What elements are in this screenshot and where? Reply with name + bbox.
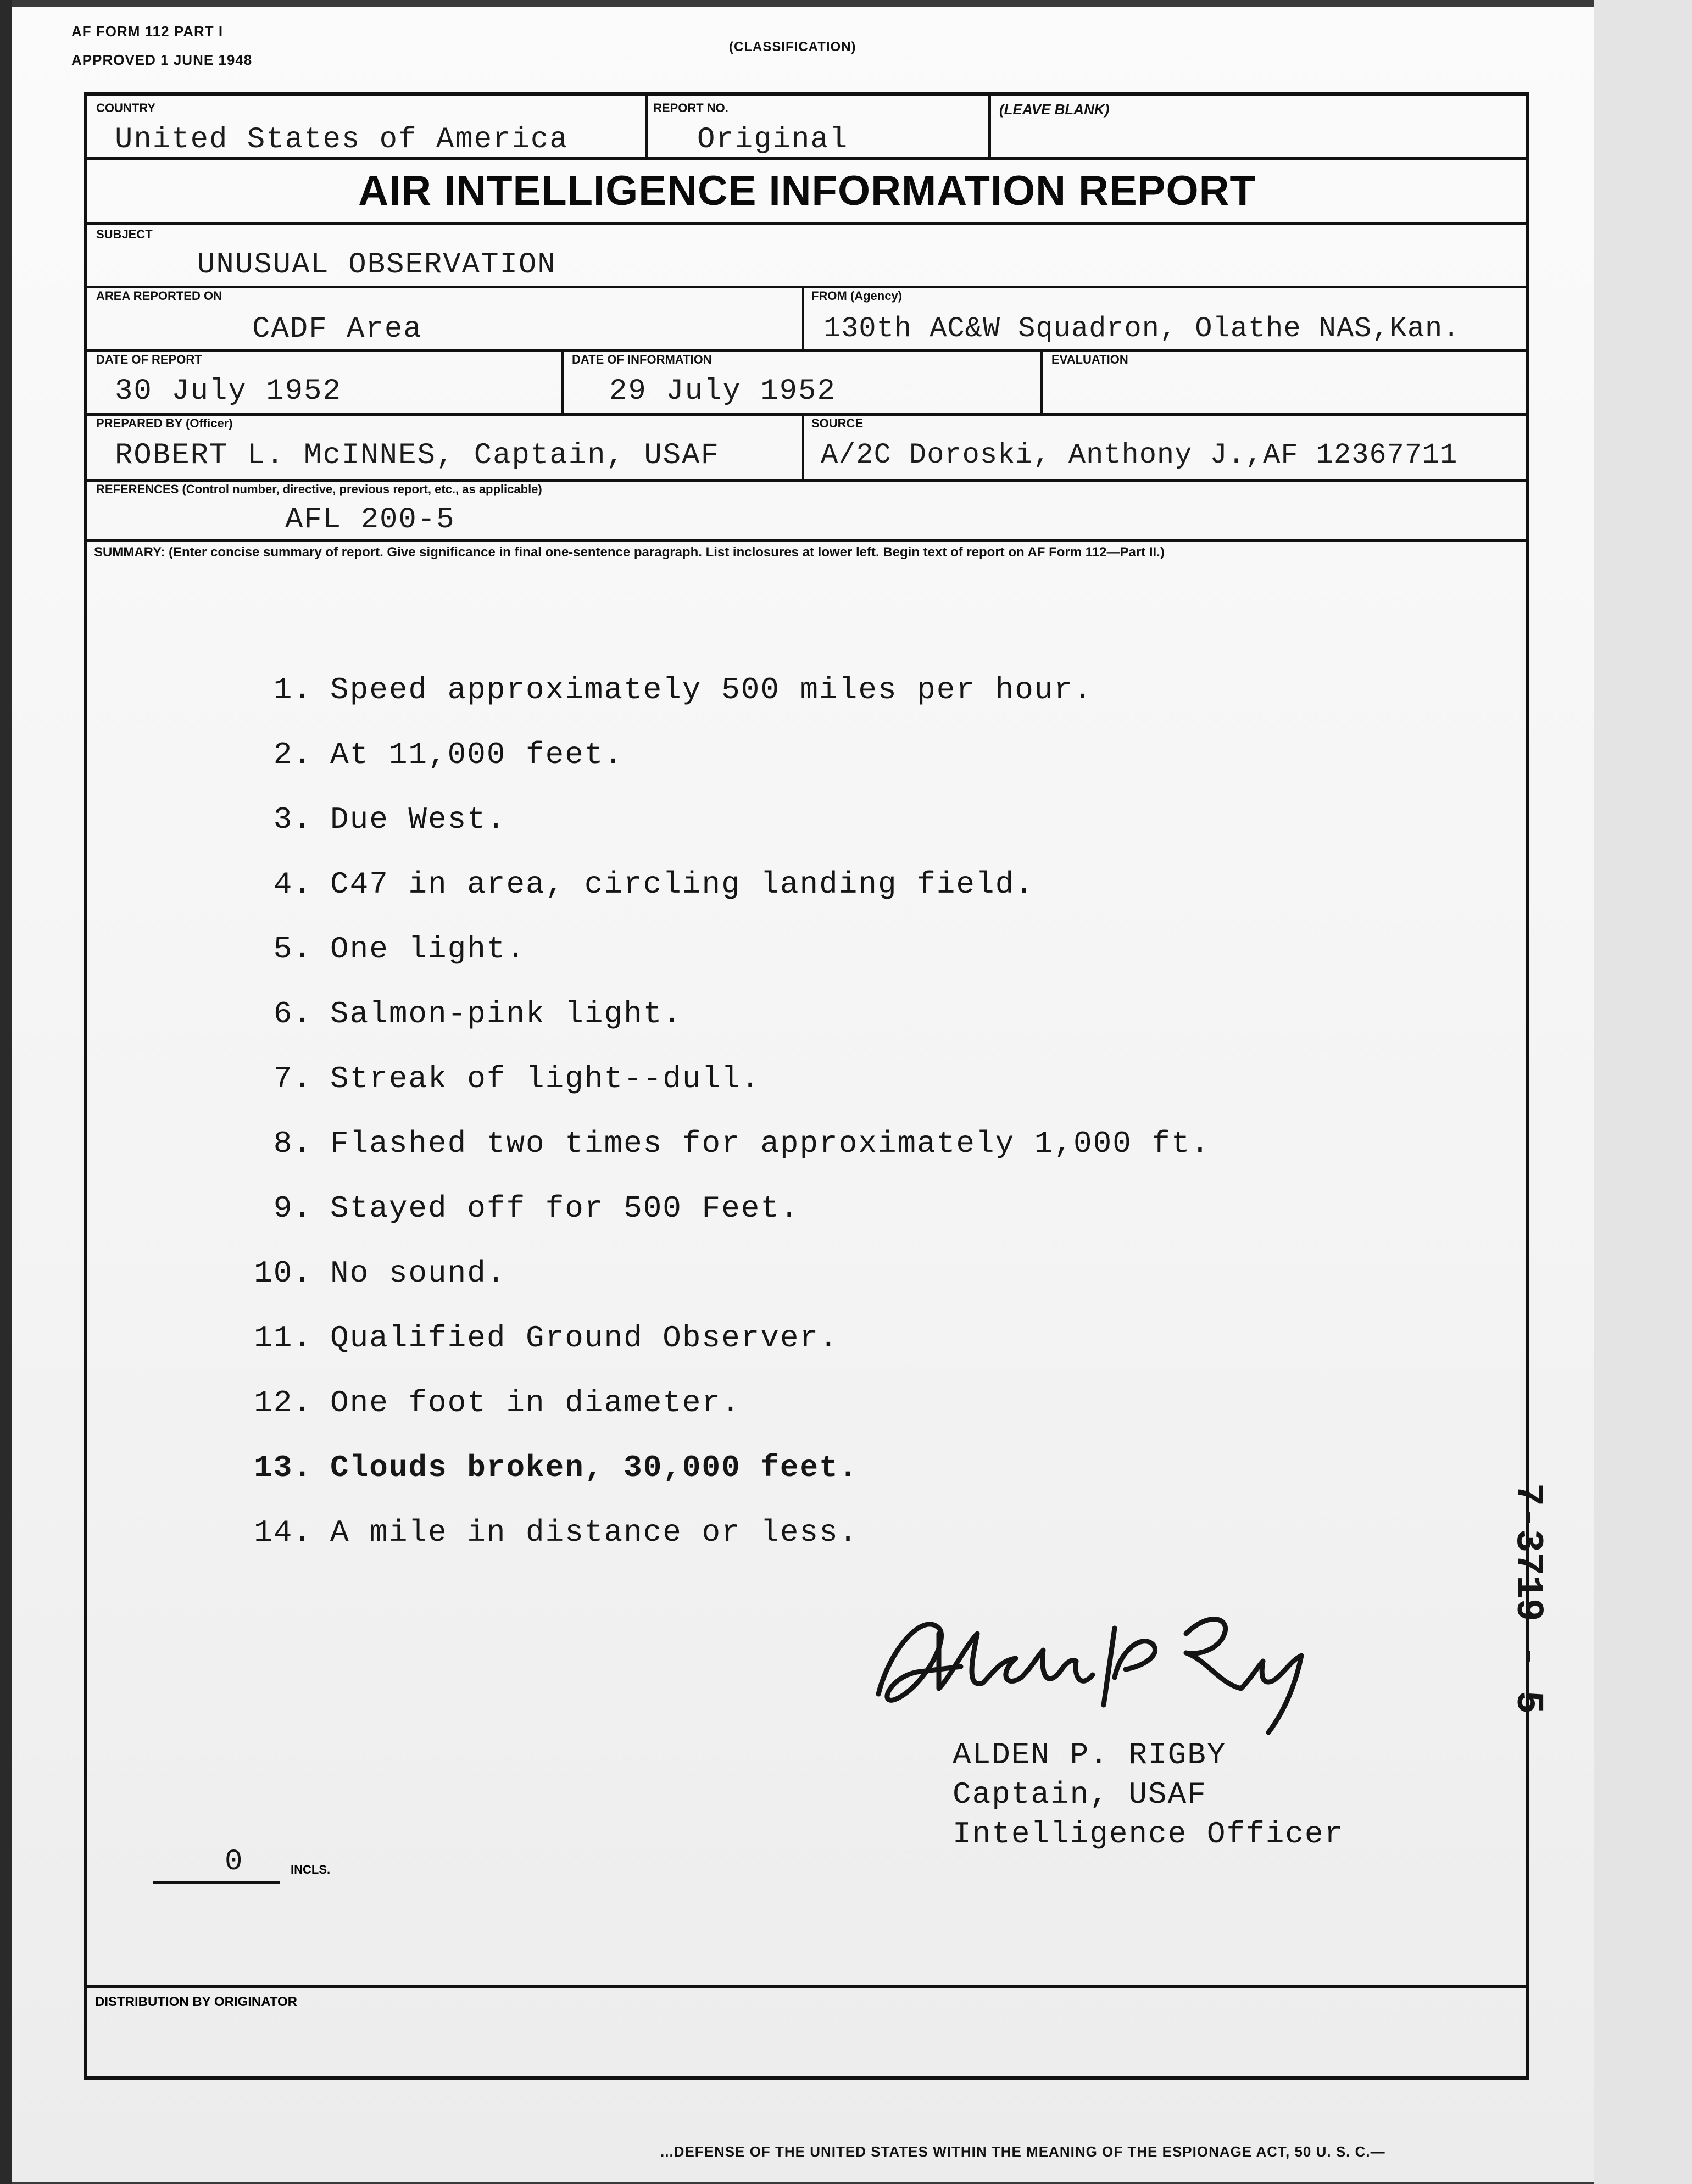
date-of-information-label: DATE OF INFORMATION <box>572 353 712 366</box>
signer-name: ALDEN P. RIGBY <box>953 1737 1227 1773</box>
divider <box>87 222 1527 225</box>
file-number-stamp: 7-3719 - 5 <box>1506 1483 1549 1714</box>
summary-item: 1. Speed approximately 500 miles per hour. <box>273 672 1093 707</box>
area-value: CADF Area <box>252 313 422 346</box>
divider <box>87 413 1527 416</box>
from-label: FROM (Agency) <box>811 289 902 303</box>
divider <box>87 286 1527 288</box>
area-label: AREA REPORTED ON <box>96 289 222 303</box>
prepared-by-label: PREPARED BY (Officer) <box>96 416 233 430</box>
divider <box>802 286 804 349</box>
summary-item: 12. One foot in diameter. <box>254 1385 741 1420</box>
scan-right-edge <box>1594 0 1692 2184</box>
inclosure-line <box>153 1881 280 1884</box>
summary-item: 6. Salmon-pink light. <box>273 996 682 1032</box>
summary-item: 14. A mile in distance or less. <box>254 1515 859 1550</box>
from-value: 130th AC&W Squadron, Olathe NAS,Kan. <box>823 313 1461 345</box>
signer-title: Intelligence Officer <box>953 1817 1344 1852</box>
divider <box>87 1985 1527 1988</box>
classification-label: (CLASSIFICATION) <box>729 40 856 54</box>
date-of-information-value: 29 July 1952 <box>609 375 836 408</box>
divider <box>1040 349 1043 413</box>
summary-item: 7. Streak of light--dull. <box>273 1061 761 1096</box>
country-label: COUNTRY <box>96 101 155 115</box>
espionage-act-footer: ...DEFENSE OF THE UNITED STATES WITHIN THE MEANING OF THE ESPIONAGE ACT, 50 U. S. C.— <box>660 2143 1385 2160</box>
inclosure-count: 0 <box>225 1845 243 1879</box>
evaluation-label: EVALUATION <box>1051 353 1128 366</box>
summary-item: 5. One light. <box>273 932 526 967</box>
date-of-report-value: 30 July 1952 <box>115 375 342 408</box>
divider <box>645 96 648 157</box>
summary-label: SUMMARY: (Enter concise summary of report. Give significance in final one-sentence paragraph. List inclosures at lower left. Begin text of report on AF Form 112—Part II.) <box>94 545 1165 560</box>
divider <box>87 479 1527 482</box>
date-of-report-label: DATE OF REPORT <box>96 353 202 366</box>
source-label: SOURCE <box>811 416 864 430</box>
inclosure-label: INCLS. <box>291 1863 331 1876</box>
divider <box>87 539 1527 542</box>
summary-item: 4. C47 in area, circling landing field. <box>273 867 1034 902</box>
scan-left-edge <box>0 0 12 2184</box>
report-no-label: REPORT NO. <box>653 101 728 115</box>
approved-date: APPROVED 1 JUNE 1948 <box>71 52 253 68</box>
summary-item: 2. At 11,000 feet. <box>273 737 624 772</box>
signer-rank: Captain, USAF <box>953 1777 1207 1812</box>
report-no-value: Original <box>697 123 849 157</box>
document-page <box>12 7 1594 2182</box>
divider <box>802 413 804 479</box>
source-value: A/2C Doroski, Anthony J.,AF 12367711 <box>821 439 1458 471</box>
handwritten-signature <box>856 1568 1318 1743</box>
summary-item: 9. Stayed off for 500 Feet. <box>273 1191 800 1226</box>
signature-block <box>953 1735 1344 1854</box>
references-label: REFERENCES (Control number, directive, previous report, etc., as applicable) <box>96 482 542 496</box>
prepared-by-value: ROBERT L. McINNES, Captain, USAF <box>115 439 720 472</box>
divider <box>87 349 1527 352</box>
divider <box>561 349 564 413</box>
subject-label: SUBJECT <box>96 227 153 241</box>
divider <box>988 96 991 157</box>
divider <box>87 157 1527 160</box>
summary-item: 3. Due West. <box>273 802 507 837</box>
leave-blank-label: (LEAVE BLANK) <box>999 101 1110 118</box>
subject-value: UNUSUAL OBSERVATION <box>197 248 556 282</box>
form-number: AF FORM 112 PART I <box>71 23 224 40</box>
report-form <box>84 92 1529 2080</box>
distribution-label: DISTRIBUTION BY ORIGINATOR <box>95 1994 298 2009</box>
country-value: United States of America <box>115 123 569 157</box>
summary-item: 10. No sound. <box>254 1256 507 1291</box>
summary-item: 13. Clouds broken, 30,000 feet. <box>254 1450 859 1485</box>
references-value: AFL 200-5 <box>285 503 455 537</box>
summary-item: 8. Flashed two times for approximately 1,000 ft. <box>273 1126 1211 1161</box>
report-title: AIR INTELLIGENCE INFORMATION REPORT <box>358 168 1256 214</box>
summary-item: 11. Qualified Ground Observer. <box>254 1321 839 1356</box>
